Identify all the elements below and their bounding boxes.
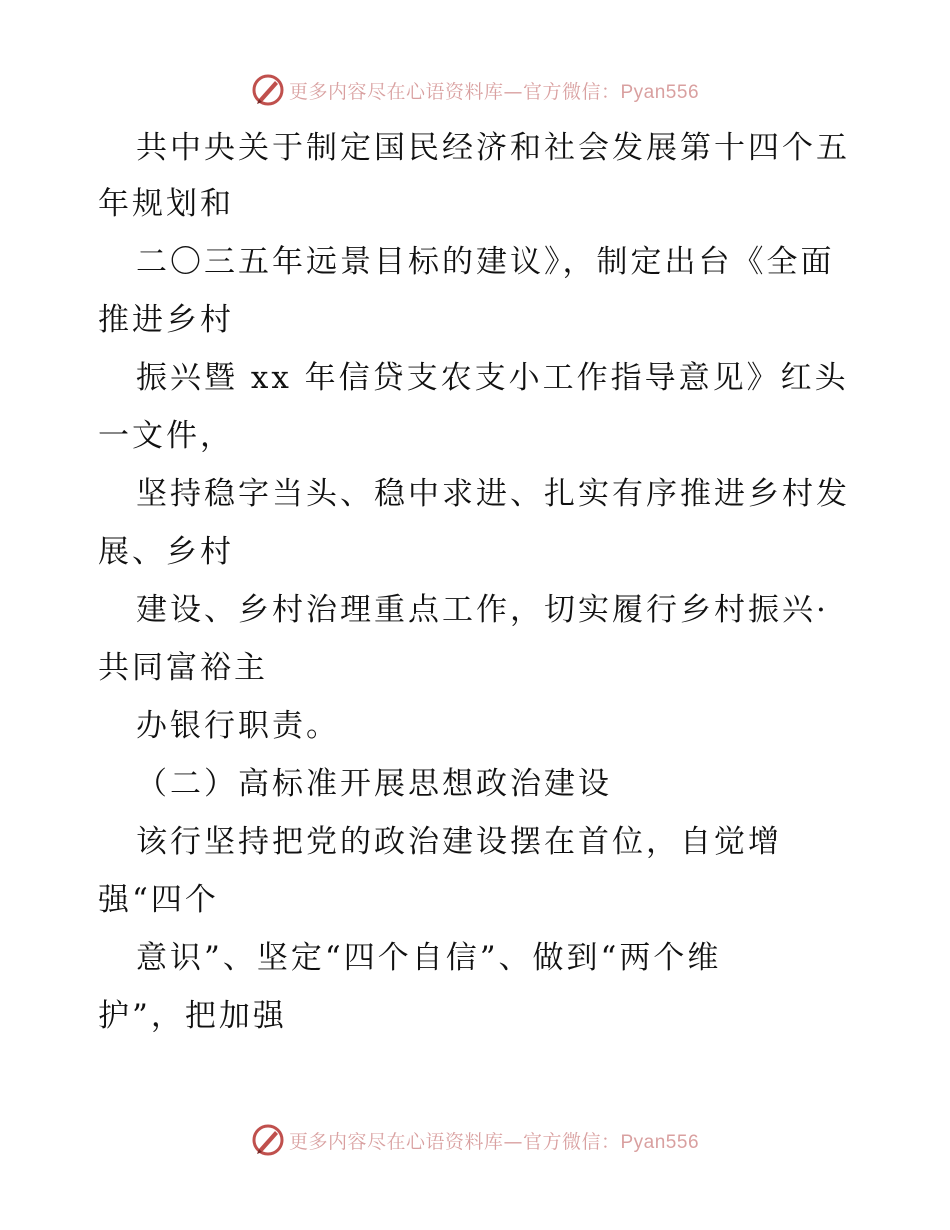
- footer-watermark: [0, 1122, 950, 1158]
- body-line: 展、乡村: [98, 534, 234, 570]
- pen-logo-icon: [251, 1123, 285, 1157]
- body-line: 强“四个: [98, 882, 219, 918]
- body-line: 护”，把加强: [98, 998, 287, 1034]
- body-line: 年规划和: [98, 186, 234, 222]
- body-line: 意识”、坚定“四个自信”、做到“两个维: [136, 940, 722, 976]
- body-line: 振兴暨 xx 年信贷支农支小工作指导意见》红头: [136, 360, 849, 396]
- body-line: 推进乡村: [98, 302, 234, 338]
- body-line: 共同富裕主: [98, 650, 268, 686]
- body-line: 共中央关于制定国民经济和社会发展第十四个五: [136, 130, 850, 166]
- body-line: 建设、乡村治理重点工作，切实履行乡村振兴·: [136, 592, 829, 628]
- header-watermark: [0, 72, 950, 108]
- watermark-text: 更多内容尽在心语资料库—官方微信：Pyan556: [288, 1130, 700, 1153]
- watermark-text: 更多内容尽在心语资料库—官方微信：Pyan556: [288, 80, 700, 103]
- section-heading: （二）高标准开展思想政治建设: [136, 766, 612, 802]
- pen-logo-icon: [251, 73, 285, 107]
- body-line: 二〇三五年远景目标的建议》，制定出台《全面: [136, 244, 835, 280]
- body-line: 坚持稳字当头、稳中求进、扎实有序推进乡村发: [136, 476, 850, 512]
- body-line: 办银行职责。: [136, 708, 340, 744]
- body-line: 一文件，: [98, 418, 234, 454]
- body-line: 该行坚持把党的政治建设摆在首位，自觉增: [136, 824, 782, 860]
